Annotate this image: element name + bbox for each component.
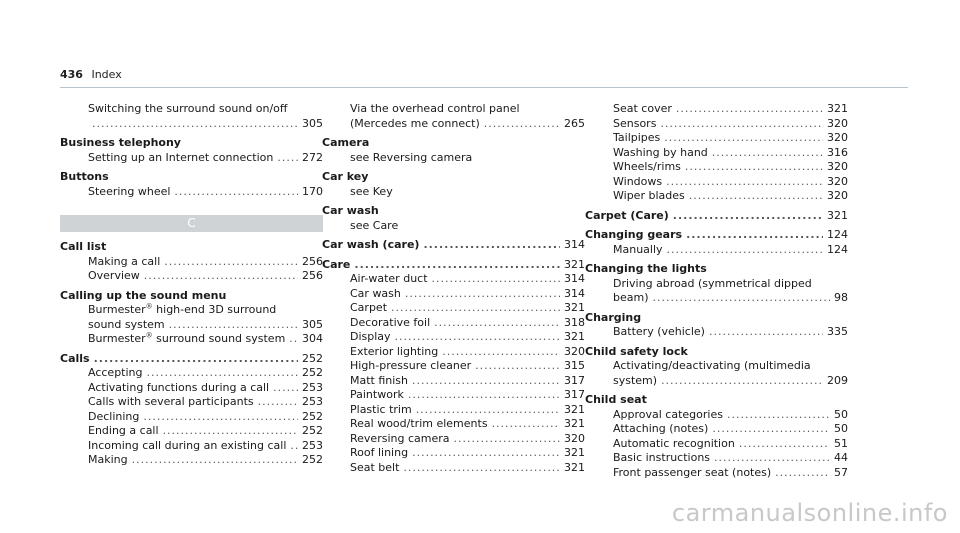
index-entry [60, 453, 323, 468]
page-ref[interactable]: 320 [564, 431, 585, 445]
entry-label: Approval categories [613, 407, 723, 421]
page-ref[interactable]: 50 [834, 422, 848, 435]
page-ref[interactable]: 321 [827, 208, 848, 222]
index-entry [60, 366, 323, 381]
leader-dots [712, 422, 830, 437]
page-ref[interactable]: 320 [827, 189, 848, 202]
page-ref[interactable]: 317 [564, 388, 585, 401]
leader-dots [739, 437, 830, 452]
index-entry: sound system ..... 305 [60, 318, 323, 333]
page-number: 436 [60, 68, 83, 81]
leader-dots [664, 131, 823, 146]
page-ref[interactable]: 321 [564, 402, 585, 416]
index-entry [322, 316, 585, 331]
entry-label: Making [88, 453, 128, 466]
index-entry [322, 345, 585, 360]
index-entry [585, 175, 848, 190]
leader-dots [660, 117, 823, 132]
page-ref[interactable]: 320 [564, 344, 585, 358]
page-ref[interactable]: 209 [827, 373, 848, 387]
index-entry [585, 160, 848, 175]
page-ref[interactable]: 321 [564, 301, 585, 314]
page-ref[interactable]: 44 [834, 451, 848, 464]
entry-label: Car wash [350, 286, 401, 300]
index-entry: (Mercedes me connect) ..... 265 [322, 117, 585, 132]
watermark: carmanualsonline.info [671, 499, 948, 527]
index-entry: Via the overhead control panel [350, 102, 520, 115]
entry-label: Matt finish [350, 373, 409, 387]
page-ref[interactable]: 318 [564, 315, 585, 329]
index-entry: Overview ..... 256 [60, 269, 323, 284]
index-entry: Burmester® surround sound system ..... 304 [60, 332, 323, 347]
entry-label: Roof lining [350, 446, 409, 459]
page-ref[interactable]: 321 [564, 417, 585, 430]
page-ref[interactable]: 253 [302, 395, 323, 408]
index-entry: Battery (vehicle) ..... 335 [585, 325, 848, 340]
leader-dots [442, 345, 560, 360]
entry-label: Seat cover [613, 102, 672, 115]
registered-mark: ® [145, 302, 153, 311]
index-entry [322, 446, 585, 461]
leader-dots [391, 301, 560, 316]
leader-dots [432, 272, 560, 287]
index-entry: Setting up an Internet connection ..... 272 [60, 151, 323, 166]
index-entry [585, 422, 848, 437]
page-ref[interactable]: 320 [827, 116, 848, 130]
page-ref[interactable]: 98 [834, 291, 848, 304]
entry-label: Real wood/trim elements [350, 417, 488, 430]
index-heading: Carpet (Care) ..... 321 [585, 209, 848, 224]
page-ref[interactable]: 305 [302, 317, 323, 331]
page-ref[interactable]: 57 [834, 465, 848, 479]
index-entry [322, 330, 585, 345]
index-entry [322, 359, 585, 374]
entry-label: Attaching (notes) [613, 422, 709, 435]
index-entry: system) ..... 209 [585, 374, 848, 389]
index-heading: Car wash (care) ..... 314 [322, 238, 585, 253]
index-heading: Child safety lock [585, 344, 688, 358]
page-ref[interactable]: 321 [827, 102, 848, 115]
index-entry [322, 461, 585, 476]
index-entry [585, 102, 848, 117]
entry-label: Decorative foil [350, 315, 431, 329]
page-ref[interactable]: 321 [564, 257, 585, 271]
index-heading: Calls ..... 252 [60, 352, 323, 367]
entry-label: Display [350, 330, 391, 343]
index-entry [585, 408, 848, 423]
leader-dots [403, 461, 560, 476]
entry-label: Activating functions during a call [88, 380, 270, 394]
header-divider [60, 87, 908, 88]
index-column-3 [585, 102, 848, 480]
entry-label: Wiper blades [613, 189, 685, 202]
index-heading: Call list [60, 240, 107, 253]
page-ref[interactable]: 320 [827, 160, 848, 173]
index-heading: Changing gears ..... 124 [585, 228, 848, 243]
leader-dots [689, 189, 823, 204]
entry-label: Carpet [350, 301, 388, 314]
page-ref[interactable]: 321 [564, 460, 585, 474]
page-ref[interactable]: 124 [827, 242, 848, 256]
index-entry: Driving abroad (symmetrical dipped [613, 276, 812, 290]
index-entry: Switching the surround sound on/off [88, 102, 288, 115]
index-entry: Steering wheel ..... 170 [60, 185, 323, 200]
page-ref[interactable]: 50 [834, 407, 848, 421]
page-ref[interactable]: 314 [564, 238, 585, 251]
index-heading: Buttons [60, 170, 109, 183]
entry-label: Air-water duct [350, 272, 428, 285]
page-ref[interactable]: 320 [827, 174, 848, 188]
page-ref[interactable]: 314 [564, 286, 585, 300]
index-heading: Business telephony [60, 136, 181, 149]
page-ref[interactable]: 265 [564, 116, 585, 130]
leader-dots [475, 359, 560, 374]
index-entry [322, 287, 585, 302]
page-ref[interactable]: 252 [302, 409, 323, 423]
index-heading: Charging [585, 310, 642, 324]
leader-dots [666, 175, 823, 190]
index-heading: Calling up the sound menu [60, 288, 227, 302]
index-entry [322, 388, 585, 403]
index-entry: Manually ..... 124 [585, 243, 848, 258]
leader-dots [712, 146, 823, 161]
page-ref[interactable]: 252 [302, 453, 323, 466]
index-entry [585, 466, 848, 481]
leader-dots [727, 408, 830, 423]
index-heading: Care ..... 321 [322, 258, 585, 273]
entry-label: Basic instructions [613, 451, 711, 464]
index-entry [585, 146, 848, 161]
entry-label: Ending a call [88, 424, 159, 437]
page-ref[interactable]: 256 [302, 269, 323, 282]
index-entry [585, 451, 848, 466]
entry-label: Paintwork [350, 388, 404, 401]
index-crossref[interactable]: see Care [350, 218, 399, 232]
index-heading: Changing the lights [585, 262, 707, 275]
entry-label: Washing by hand [613, 145, 708, 159]
page-ref[interactable]: 272 [302, 150, 323, 164]
section-letter-bar: C [60, 215, 323, 232]
leader-dots [147, 366, 298, 381]
entry-label: Exterior lighting [350, 344, 439, 358]
index-entry [585, 117, 848, 132]
entry-label: Sensors [613, 116, 657, 130]
page-ref[interactable]: 252 [302, 351, 323, 365]
page-ref[interactable]: 170 [302, 184, 323, 198]
index-entry [60, 381, 323, 396]
care-entries [322, 272, 585, 475]
index-entry [322, 272, 585, 287]
page-ref[interactable]: 316 [827, 145, 848, 159]
page-ref[interactable]: 304 [302, 332, 323, 345]
page-ref[interactable]: 305 [302, 116, 323, 130]
index-entry [322, 417, 585, 432]
leader-dots [163, 424, 298, 439]
entry-label: Calls with several participants [88, 395, 254, 408]
page-ref[interactable]: 314 [564, 272, 585, 285]
page-ref[interactable]: 315 [564, 359, 585, 372]
page-ref[interactable]: 253 [302, 438, 323, 452]
entry-label: Wheels/rims [613, 160, 681, 173]
index-entry [322, 403, 585, 418]
entry-label: Incoming call during an existing call [88, 438, 287, 452]
registered-mark: ® [145, 331, 153, 340]
leader-dots [408, 388, 560, 403]
leader-dots [685, 160, 823, 175]
leader-dots [454, 432, 561, 447]
leader-dots [143, 410, 298, 425]
index-heading: Camera [322, 136, 370, 149]
leader-dots [714, 451, 830, 466]
index-entry: beam) ..... 98 [585, 291, 848, 306]
care-continued-entries [585, 102, 848, 204]
page-ref[interactable]: 253 [302, 380, 323, 394]
index-entry [60, 424, 323, 439]
page-header [60, 68, 122, 81]
entry-label: Reversing camera [350, 431, 450, 445]
page-ref[interactable]: 252 [302, 366, 323, 379]
entry-label: Tailpipes [613, 131, 661, 144]
page-ref[interactable]: 124 [827, 228, 848, 241]
index-entry: Making a call ..... 256 [60, 255, 323, 270]
leader-dots [434, 316, 560, 331]
page-ref[interactable]: 252 [302, 424, 323, 437]
index-column-2 [322, 102, 585, 475]
index-entry: Burmester® high-end 3D surround [88, 302, 277, 316]
index-entry [60, 410, 323, 425]
entry-label: Plastic trim [350, 402, 412, 416]
leader-dots [492, 417, 560, 432]
entry-label: Accepting [88, 366, 143, 379]
entry-label: Seat belt [350, 460, 400, 474]
leader-dots [412, 374, 560, 389]
leader-dots [273, 381, 298, 396]
index-heading: Car key [322, 170, 369, 183]
leader-dots [405, 287, 560, 302]
leader-dots [258, 395, 298, 410]
index-entry [60, 395, 323, 410]
leader-dots [132, 453, 298, 468]
index-entry [585, 131, 848, 146]
index-entry [60, 117, 323, 132]
calls-entries [60, 366, 323, 468]
entry-label: Declining [88, 409, 140, 423]
leader-dots [775, 466, 830, 481]
entry-label: Windows [613, 174, 663, 188]
page-ref[interactable]: 321 [564, 446, 585, 459]
entry-label: Automatic recognition [613, 436, 735, 450]
index-entry [585, 189, 848, 204]
page-title: Index [91, 68, 122, 81]
page-ref[interactable]: 321 [564, 330, 585, 343]
index-heading: Car wash [322, 204, 379, 217]
page-ref[interactable]: 335 [827, 325, 848, 338]
index-column-1 [60, 102, 323, 468]
index-crossref[interactable]: see Reversing camera [350, 150, 473, 164]
page-ref[interactable]: 256 [302, 254, 323, 268]
leader-dots [395, 330, 560, 345]
index-entry [322, 301, 585, 316]
index-heading: Child seat [585, 393, 647, 406]
index-entry [322, 374, 585, 389]
page-ref[interactable]: 51 [834, 436, 848, 450]
leader-dots [416, 403, 560, 418]
entry-label: Front passenger seat (notes) [613, 465, 772, 479]
page-ref[interactable]: 317 [564, 373, 585, 387]
index-entry: Activating/deactivating (multimedia [613, 359, 811, 372]
index-crossref[interactable]: see Key [350, 184, 393, 198]
leader-dots [412, 446, 560, 461]
child-seat-entries [585, 408, 848, 481]
index-entry [322, 432, 585, 447]
index-entry [585, 437, 848, 452]
page-ref[interactable]: 320 [827, 131, 848, 144]
entry-label: High-pressure cleaner [350, 359, 472, 372]
leader-dots [676, 102, 823, 117]
index-entry [60, 439, 323, 454]
leader-dots [290, 439, 298, 454]
